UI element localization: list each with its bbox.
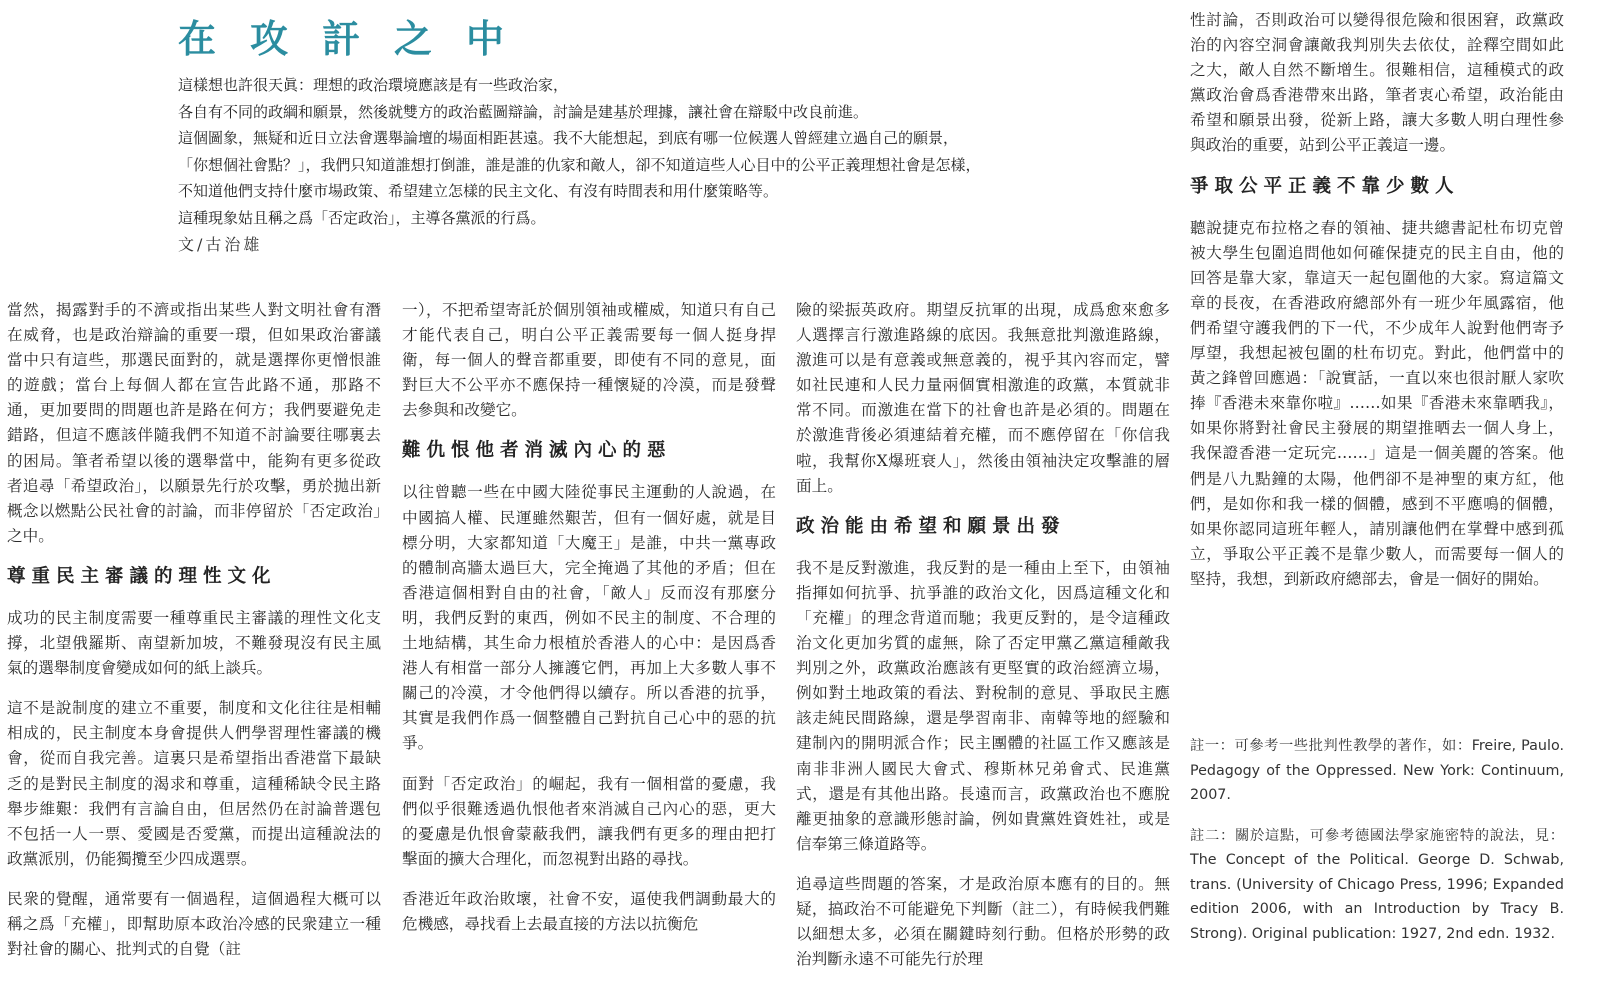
body-paragraph: 險的梁振英政府。期望反抗軍的出現，成爲愈來愈多人選擇言行激進路線的底因。我無意批判激進路線，激進可以是有意義或無意義的，視乎其內容而定，譬如社民連和人民力量兩個實相激進的政黨，本質就非常不同。而激進在當下的社會也許是必須的。問題在於激進背後必須連結着充權，而不應停留在「你信我啦，我幫你X爆班衰人」，然後由領袖決定攻擊誰的層面上。 [796,301,1170,495]
body-paragraph: 民衆的覺醒，通常要有一個過程，這個過程大概可以稱之爲「充權」，即幫助原本政治冷感的民衆建立一種對社會的關心、批判式的自覺（註 [7,889,381,959]
body-paragraph: 面對「否定政治」的崛起，我有一個相當的憂慮，我們似乎很難透過仇恨他者來消滅自己內心的惡，更大的憂慮是仇恨會蒙蔽我們，讓我們有更多的理由把打擊面的擴大合理化，而忽視對出路的尋找。 [402,774,776,868]
intro-line: 「你想個社會點？」，我們只知道誰想打倒誰，誰是誰的仇家和敵人，卻不知道這些人心目中的公平正義理想社會是怎樣， [178,155,981,174]
intro-paragraph [178,72,1178,231]
body-column-2 [402,298,776,952]
section-heading: 爭取公平正義不靠少數人 [1190,175,1460,197]
article-title: 在攻訐之中 [178,16,539,61]
author-byline: 文/古治雄 [178,235,263,254]
footnote: 註一：可參考一些批判性教學的著作，如：Freire, Paulo. Pedagogy of the Oppressed. New York: Continuum, 2007. [1190,738,1564,803]
body-paragraph: 香港近年政治敗壞，社會不安，逼使我們調動最大的危機感，尋找看上去最直接的方法以抗衡危 [402,889,776,933]
body-paragraph: 一），不把希望寄託於個別領袖或權威，知道只有自己才能代表自己，明白公平正義需要每一個人挺身捍衛，每一個人的聲音都重要，即使有不同的意見，面對巨大不公平亦不應保持一種懷疑的冷漠，而是發聲去參與和改變它。 [402,301,776,420]
body-paragraph: 聽說捷克布拉格之春的領袖、捷共總書記杜布切克曾被大學生包圍追問他如何確保捷克的民主自由，他的回答是靠大家，靠這天一起包圍他的大家。寫這篇文章的長夜，在香港政府總部外有一班少年風露宿，他們希望守護我們的下一代，不少成年人說對他們寄予厚望，我想起被包圍的杜布切克。對此，他們當中的黃之鋒曾回應過：「說實話，一直以來也很討厭人家吹捧『香港未來靠你啦』……如果『香港未來靠晒我』，如果你將對社會民主發展的期望推晒去一個人身上，我保證香港一定玩完……」這是一個美麗的答案。他們是八九點鐘的太陽，他們卻不是神聖的東方紅，他們，是如你和我一樣的個體，感到不平應鳴的個體，如果你認同這班年輕人，請別讓他們在掌聲中感到孤立，爭取公平正義不是靠少數人，而需要每一個人的堅持，我想，到新政府總部去，會是一個好的開始。 [1190,218,1564,588]
body-paragraph: 這不是說制度的建立不重要，制度和文化往往是相輔相成的，民主制度本身會提供人們學習理性審議的機會，從而自我完善。這裏只是希望指出香港當下最缺乏的是對民主制度的渴求和尊重，這種稀缺令民主路舉步維艱：我們有言論自由，但居然仍在討論普選包不包括一人一票、愛國是否愛黨，而提出這種說法的政黨派別，仍能獨攬至少四成選票。 [7,699,381,868]
body-column-1 [7,298,381,977]
footnotes [1190,734,1564,962]
intro-line: 這種現象姑且稱之爲「否定政治」，主導各黨派的行爲。 [178,208,546,227]
body-paragraph: 我不是反對激進，我反對的是一種由上至下，由領袖指揮如何抗爭、抗爭誰的政治文化，因爲這種文化和「充權」的理念背道而馳；我更反對的，是令這種政治文化更加劣質的虛無，除了否定甲黨乙黨這種敵我判別之外，政黨政治應該有更堅實的政治經濟立場，例如對土地政策的看法、對稅制的意見、爭取民主應該走純民間路線，還是學習南非、南韓等地的經驗和建制內的開明派合作；民主團體的社區工作又應該是南非非洲人國民大會式、穆斯林兄弟會式、民進黨式，還是有其他出路。長遠而言，政黨政治也不應脫離更抽象的意識形態討論，例如貴黨姓資姓社，或是信奉第三條道路等。 [796,558,1170,853]
section-heading: 政治能由希望和願景出發 [796,515,1066,537]
body-column-4 [1190,8,1564,607]
footnote: 註二：關於這點，可參考德國法學家施密特的說法，見：The Concept of the Political. George D. Schwab, trans. (University of Chicago Press, 1996; Expanded edition 2006, with an Introduction by Tracy B. Strong). Original publication: 1927, 2nd edn. 1932. [1190,827,1564,942]
body-paragraph: 當然，揭露對手的不濟或指出某些人對文明社會有潛在威脅，也是政治辯論的重要一環，但如果政治審議當中只有這些，那選民面對的，就是選擇你更憎恨誰的遊戲；當台上每個人都在宣告此路不通，那路不通，更加要問的問題也許是路在何方；我們要避免走錯路，但這不應該伴隨我們不知道不討論要往哪裏去的困局。筆者希望以後的選舉當中，能夠有更多從政者追尋「希望政治」，以願景先行於攻擊，勇於拋出新概念以燃點公民社會的討論，而非停留於「否定政治」之中。 [7,301,381,545]
body-paragraph: 追尋這些問題的答案，才是政治原本應有的目的。無疑，搞政治不可能避免下判斷（註二），有時候我們難以細想太多，必須在關鍵時刻行動。但格於形勢的政治判斷永遠不可能先行於理 [796,874,1170,969]
body-paragraph: 性討論，否則政治可以變得很危險和很困窘，政黨政治的內容空洞會讓敵我判別失去依仗，詮釋空間如此之大，敵人自然不斷增生。很難相信，這種模式的政黨政治會爲香港帶來出路，筆者衷心希望，政治能由希望和願景出發，從新上路，讓大多數人明白理性參與政治的重要，站到公平正義這一邊。 [1190,11,1564,155]
section-heading: 難仇恨他者消滅內心的惡 [402,440,672,462]
body-paragraph: 以往曾聽一些在中國大陸從事民主運動的人說過，在中國搞人權、民運雖然艱苦，但有一個好處，就是目標分明，大家都知道「大魔王」是誰，中共一黨專政的體制高牆太過巨大，完全掩過了其他的矛盾；但在香港這個相對自由的社會，「敵人」反而沒有那麼分明，我們反對的東西，例如不民主的制度、不合理的土地結構，其生命力根植於香港人的心中：是因爲香港人有相當一部分人擁護它們，再加上大多數人事不關己的冷漠，才令他們得以續存。所以香港的抗爭，其實是我們作爲一個整體自己對抗自己心中的惡的抗爭。 [402,483,776,753]
intro-line: 不知道他們支持什麼市場政策、希望建立怎樣的民主文化、有沒有時間表和用什麼策略等。 [178,182,779,200]
section-heading: 尊重民主審議的理性文化 [7,565,277,587]
body-paragraph: 成功的民主制度需要一種尊重民主審議的理性文化支撐，北望俄羅斯、南望新加坡，不難發現沒有民主風氣的選舉制度會變成如何的紙上談兵。 [7,608,381,678]
intro-line: 這個圖象，無疑和近日立法會選舉論壇的場面相距甚遠。我不大能想起，到底有哪一位候選人曾經建立過自己的願景， [178,129,959,147]
body-column-3 [796,298,1170,987]
intro-line: 這樣想也許很天眞：理想的政治環境應該是有一些政治家， [178,76,569,94]
intro-line: 各自有不同的政綱和願景，然後就雙方的政治藍圖辯論，討論是建基於理據，讓社會在辯駁中改良前進。 [178,102,869,121]
